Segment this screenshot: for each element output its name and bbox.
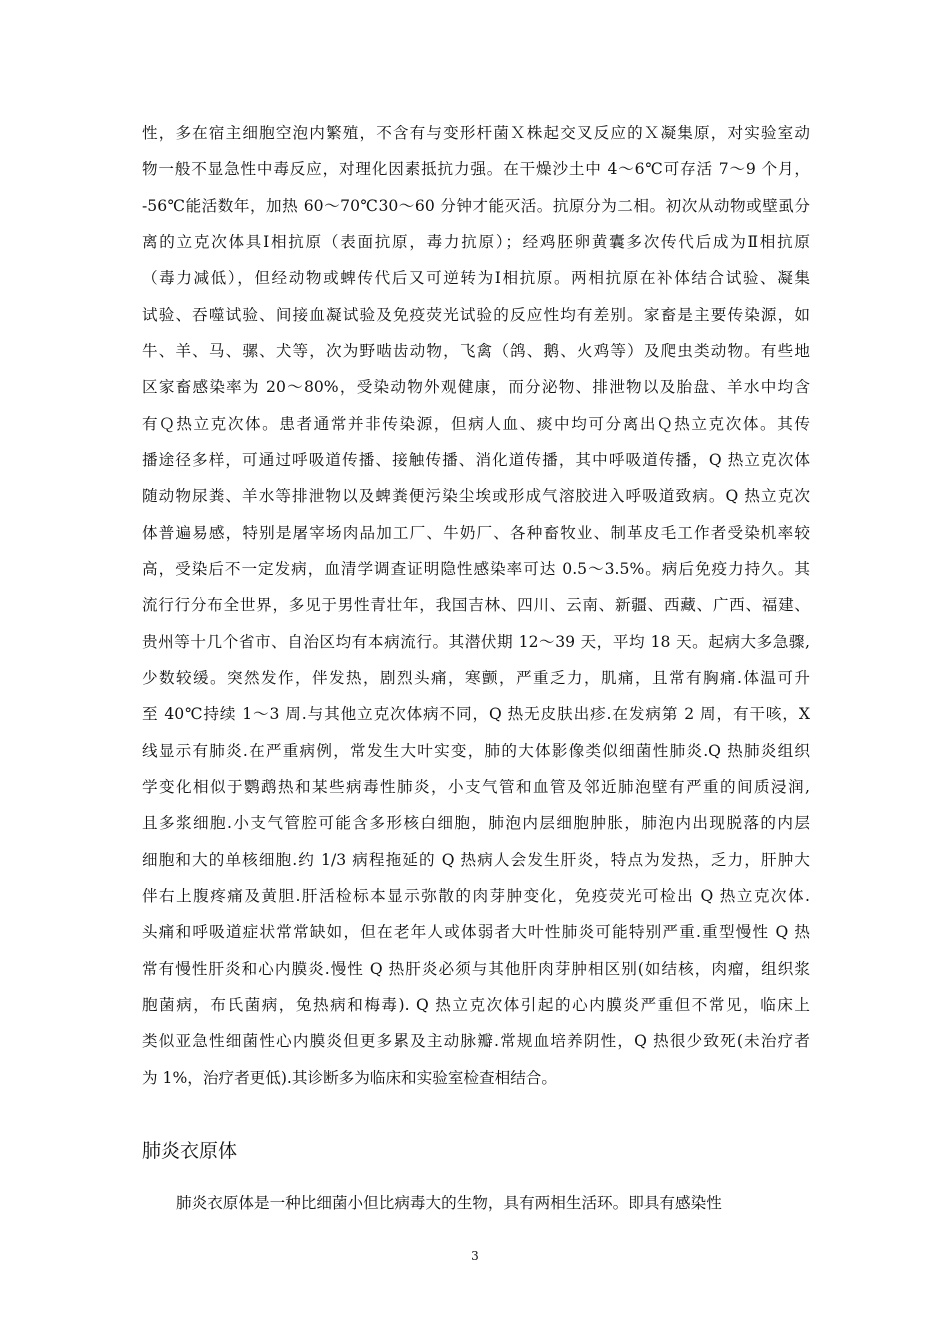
paragraph-line: 常有慢性肝炎和心内膜炎.慢性 Q 热肝炎必须与其他肝肉芽肿相区别(如结核，肉瘤，组织浆 [142, 959, 810, 978]
paragraph-line: 少数较缓。突然发作，伴发热，剧烈头痛，寒颤，严重乏力，肌痛，且常有胸痛.体温可升 [142, 668, 810, 687]
paragraph-line: 物一般不显急性中毒反应，对理化因素抵抗力强。在干燥沙土中 4～6℃可存活 7～9 个月， [142, 160, 810, 179]
paragraph-line: 牛、羊、马、骡、犬等，次为野啮齿动物，飞禽（鸽、鹅、火鸡等）及爬虫类动物。有些地 [142, 341, 810, 360]
paragraph-line: 且多浆细胞.小支气管腔可能含多形核白细胞，肺泡内层细胞肿胀，肺泡内出现脱落的内层 [142, 814, 810, 833]
paragraph-line: 学变化相似于鹦鹉热和某些病毒性肺炎，小支气管和血管及邻近肺泡壁有严重的间质浸润, [142, 777, 810, 796]
paragraph-line: （毒力减低），但经动物或蜱传代后又可逆转为Ⅰ相抗原。两相抗原在补体结合试验、凝集 [142, 269, 810, 288]
paragraph-line: 类似亚急性细菌性心内膜炎但更多累及主动脉瓣.常规血培养阴性，Q 热很少致死(未治疗者 [142, 1032, 810, 1051]
page-number: 3 [471, 1249, 479, 1263]
paragraph-line: 区家畜感染率为 20～80%，受染动物外观健康，而分泌物、排泄物以及胎盘、羊水中均含 [142, 378, 810, 397]
paragraph-line: -56℃能活数年，加热 60～70℃30～60 分钟才能灭活。抗原分为二相。初次从动物或壁虱分 [142, 196, 810, 215]
paragraph-line: 为 1%，治疗者更低).其诊断多为临床和实验室检查相结合。 [142, 1068, 557, 1087]
paragraph-line: 播途径多样，可通过呼吸道传播、接触传播、消化道传播，其中呼吸道传播，Q 热立克次体 [142, 450, 810, 469]
paragraph-line: 伴右上腹疼痛及黄胆.肝活检标本显示弥散的肉芽肿变化，免疫荧光可检出 Q 热立克次体. [142, 886, 810, 905]
paragraph-line: 离的立克次体具Ⅰ相抗原（表面抗原，毒力抗原）；经鸡胚卵黄囊多次传代后成为Ⅱ相抗原 [142, 232, 810, 251]
paragraph-line: 有Ｑ热立克次体。患者通常并非传染源，但病人血、痰中均可分离出Ｑ热立克次体。其传 [142, 414, 810, 433]
paragraph-line: 体普遍易感，特别是屠宰场肉品加工厂、牛奶厂、各种畜牧业、制革皮毛工作者受染机率较 [142, 523, 810, 542]
body-paragraph [142, 115, 810, 1096]
paragraph-line: 流行行分布全世界，多见于男性青壮年，我国吉林、四川、云南、新疆、西藏、广西、福建、 [142, 596, 810, 615]
section-paragraph: 肺炎衣原体是一种比细菌小但比病毒大的生物，具有两相生活环。即具有感染性 [176, 1194, 722, 1212]
paragraph-line: 高，受染后不一定发病，血清学调查证明隐性感染率可达 0.5～3.5%。病后免疫力持久。其 [142, 559, 810, 578]
paragraph-line: 至 40℃持续 1～3 周.与其他立克次体病不同，Q 热无皮肤出疹.在发病第 2 周，有干咳，X [142, 705, 810, 724]
paragraph-line: 贵州等十几个省市、自治区均有本病流行。其潜伏期 12～39 天，平均 18 天。起病大多急骤, [142, 632, 810, 651]
paragraph-line: 随动物尿粪、羊水等排泄物以及蜱粪便污染尘埃或形成气溶胶进入呼吸道致病。Q 热立克次 [142, 487, 810, 506]
paragraph-line: 试验、吞噬试验、间接血凝试验及免疫荧光试验的反应性均有差别。家畜是主要传染源，如 [142, 305, 810, 324]
paragraph-line: 细胞和大的单核细胞.约 1/3 病程拖延的 Q 热病人会发生肝炎，特点为发热，乏力，肝肿大 [142, 850, 810, 869]
section-heading: 肺炎衣原体 [142, 1140, 238, 1162]
paragraph-line: 胞菌病，布氏菌病，兔热病和梅毒). Q 热立克次体引起的心内膜炎严重但不常见，临床上 [142, 995, 810, 1014]
paragraph-line: 头痛和呼吸道症状常常缺如，但在老年人或体弱者大叶性肺炎可能特别严重.重型慢性 Q 热 [142, 923, 810, 942]
paragraph-line: 线显示有肺炎.在严重病例，常发生大叶实变，肺的大体影像类似细菌性肺炎.Q 热肺炎组织 [142, 741, 810, 760]
paragraph-line: 性，多在宿主细胞空泡内繁殖，不含有与变形杆菌Ｘ株起交叉反应的Ｘ凝集原，对实验室动 [142, 124, 810, 142]
